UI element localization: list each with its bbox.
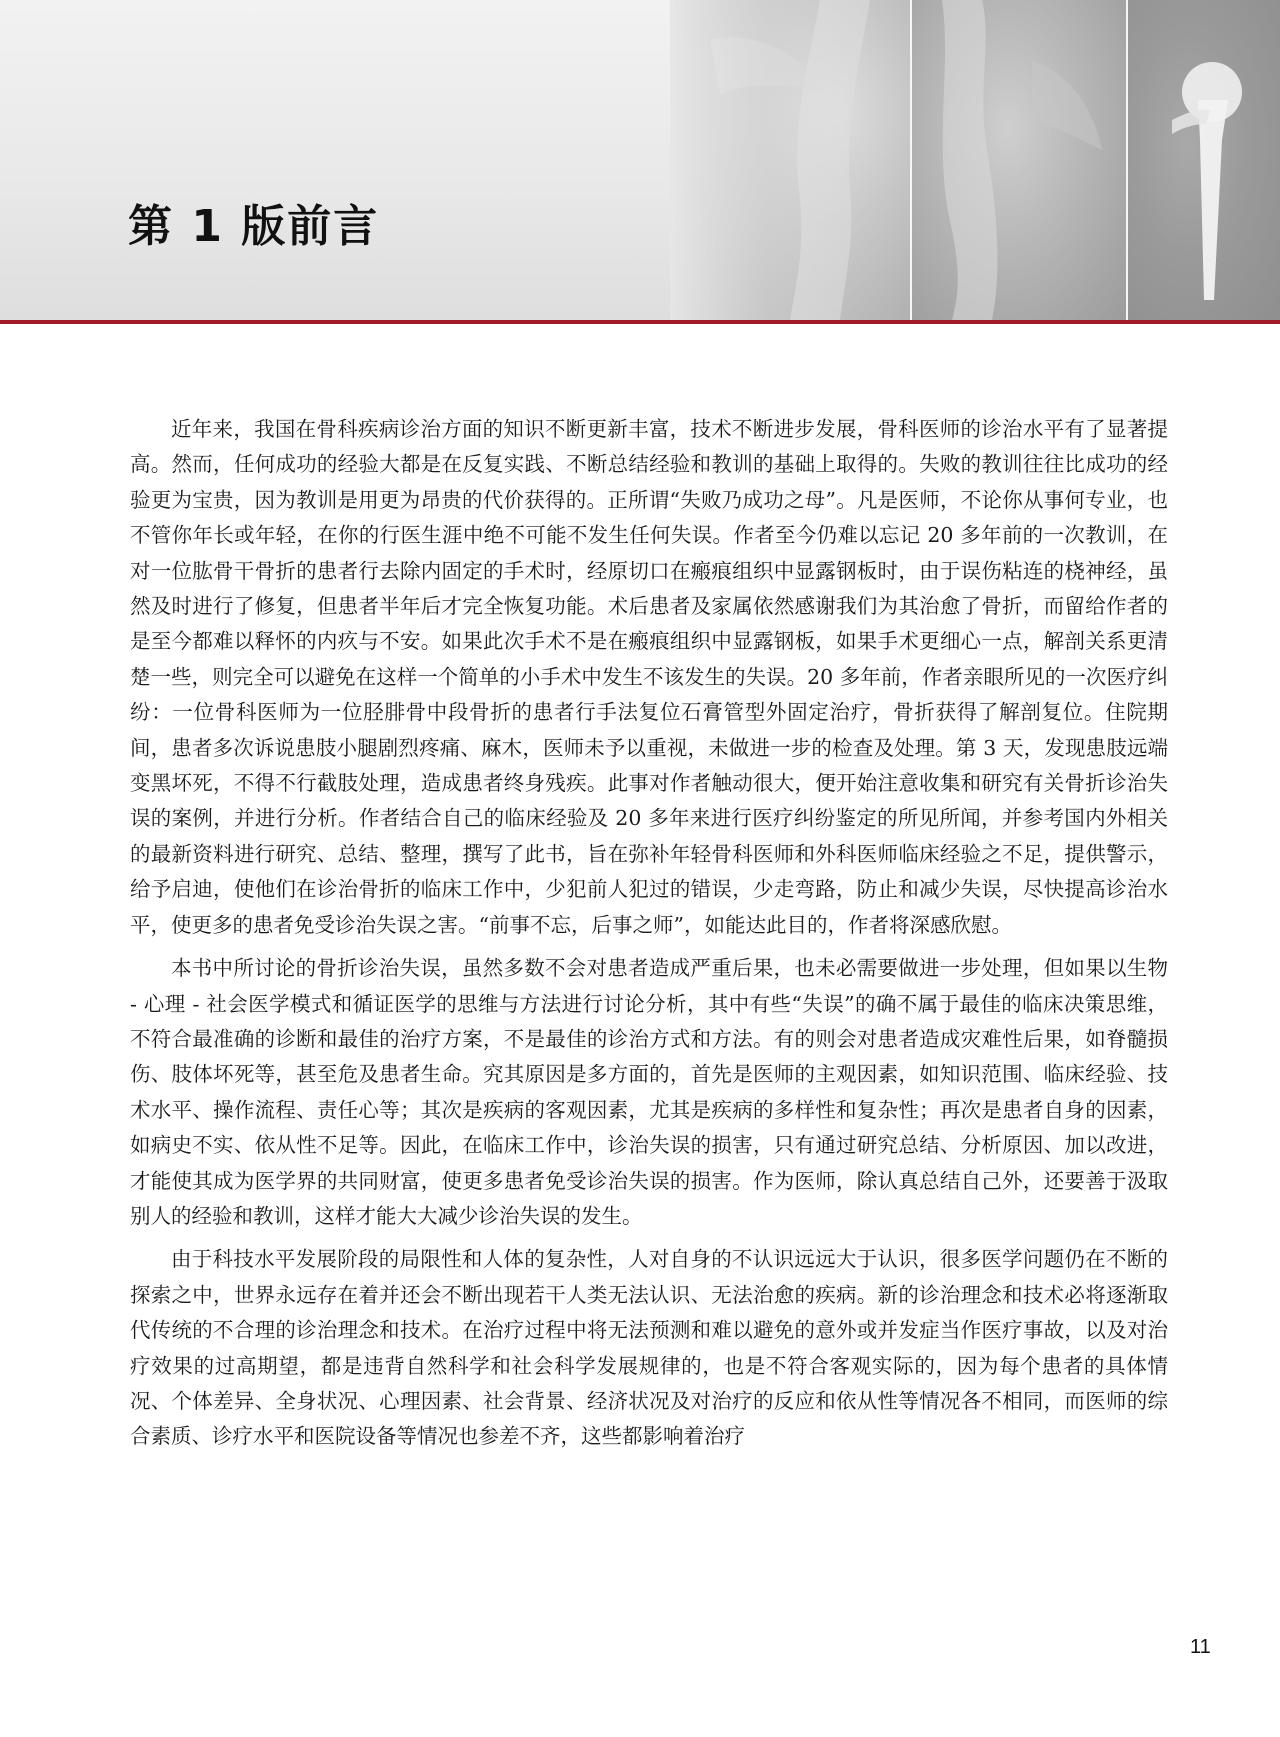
preface-body — [130, 412, 1168, 1463]
xray-image-pelvis — [912, 0, 1126, 320]
xray-image-femur — [670, 0, 910, 320]
page-title: 第 1 版前言 — [128, 201, 380, 252]
page-number: 11 — [1190, 1636, 1211, 1658]
paragraph: 近年来，我国在骨科疾病诊治方面的知识不断更新丰富，技术不断进步发展，骨科医师的诊治水平有了显著提高。然而，任何成功的经验大都是在反复实践、不断总结经验和教训的基础上取得的。失败的教训往往比成功的经验更为宝贵，因为教训是用更为昂贵的代价获得的。正所谓“失败乃成功之母”。凡是医师，不论你从事何专业，也不管你年长或年轻，在你的行医生涯中绝不可能不发生任何失误。作者至今仍难以忘记 20 多年前的一次教训，在对一位肱骨干骨折的患者行去除内固定的手术时，经原切口在瘢痕组织中显露钢板时，由于误伤粘连的桡神经，虽然及时进行了修复，但患者半年后才完全恢复功能。术后患者及家属依然感谢我们为其治愈了骨折，而留给作者的是至今都难以释怀的内疚与不安。如果此次手术不是在瘢痕组织中显露钢板，如果手术更细心一点，解剖关系更清楚一些，则完全可以避免在这样一个简单的小手术中发生不该发生的失误。20 多年前，作者亲眼所见的一次医疗纠纷：一位骨科医师为一位胫腓骨中段骨折的患者行手法复位石膏管型外固定治疗，骨折获得了解剖复位。住院期间，患者多次诉说患肢小腿剧烈疼痛、麻木，医师未予以重视，未做进一步的检查及处理。第 3 天，发现患肢远端变黑坏死，不得不行截肢处理，造成患者终身残疾。此事对作者触动很大，便开始注意收集和研究有关骨折诊治失误的案例，并进行分析。作者结合自己的临床经验及 20 多年来进行医疗纠纷鉴定的所见所闻，并参考国内外相关的最新资料进行研究、总结、整理，撰写了此书，旨在弥补年轻骨科医师和外科医师临床经验之不足，提供警示，给予启迪，使他们在诊治骨折的临床工作中，少犯前人犯过的错误，少走弯路，防止和减少失误，尽快提高诊治水平，使更多的患者免受诊治失误之害。“前事不忘，后事之师”，如能达此目的，作者将深感欣慰。 — [130, 417, 1168, 937]
paragraph: 本书中所讨论的骨折诊治失误，虽然多数不会对患者造成严重后果，也未必需要做进一步处理，但如果以生物 - 心理 - 社会医学模式和循证医学的思维与方法进行讨论分析，其中有些“失误”的确不属于最佳的临床决策思维，不符合最准确的诊断和最佳的治疗方案，不是最佳的诊治方式和方法。有的则会对患者造成灾难性后果，如脊髓损伤、肢体坏死等，甚至危及患者生命。究其原因是多方面的，首先是医师的主观因素，如知识范围、临床经验、技术水平、操作流程、责任心等；其次是疾病的客观因素，尤其是疾病的多样性和复杂性；再次是患者自身的因素，如病史不实、依从性不足等。因此，在临床工作中，诊治失误的损害，只有通过研究总结、分析原因、加以改进，才能使其成为医学界的共同财富，使更多患者免受诊治失误的损害。作为医师，除认真总结自己外，还要善于汲取别人的经验和教训，这样才能大大减少诊治失误的发生。 — [130, 956, 1168, 1228]
xray-image-hip-implant — [1128, 0, 1280, 320]
paragraph: 由于科技水平发展阶段的局限性和人体的复杂性，人对自身的不认识远远大于认识，很多医学问题仍在不断的探索之中，世界永远存在着并还会不断出现若干人类无法认识、无法治愈的疾病。新的诊治理念和技术必将逐渐取代传统的不合理的诊治理念和技术。在治疗过程中将无法预测和难以避免的意外或并发症当作医疗事故，以及对治疗效果的过高期望，都是违背自然科学和社会科学发展规律的，也是不符合客观实际的，因为每个患者的具体情况、个体差异、全身状况、心理因素、社会背景、经济状况及对治疗的反应和依从性等情况各不相同，而医师的综合素质、诊疗水平和医院设备等情况也参差不齐，这些都影响着治疗 — [130, 1247, 1168, 1449]
header-banner — [0, 0, 1280, 320]
header-divider-rule — [0, 320, 1280, 324]
